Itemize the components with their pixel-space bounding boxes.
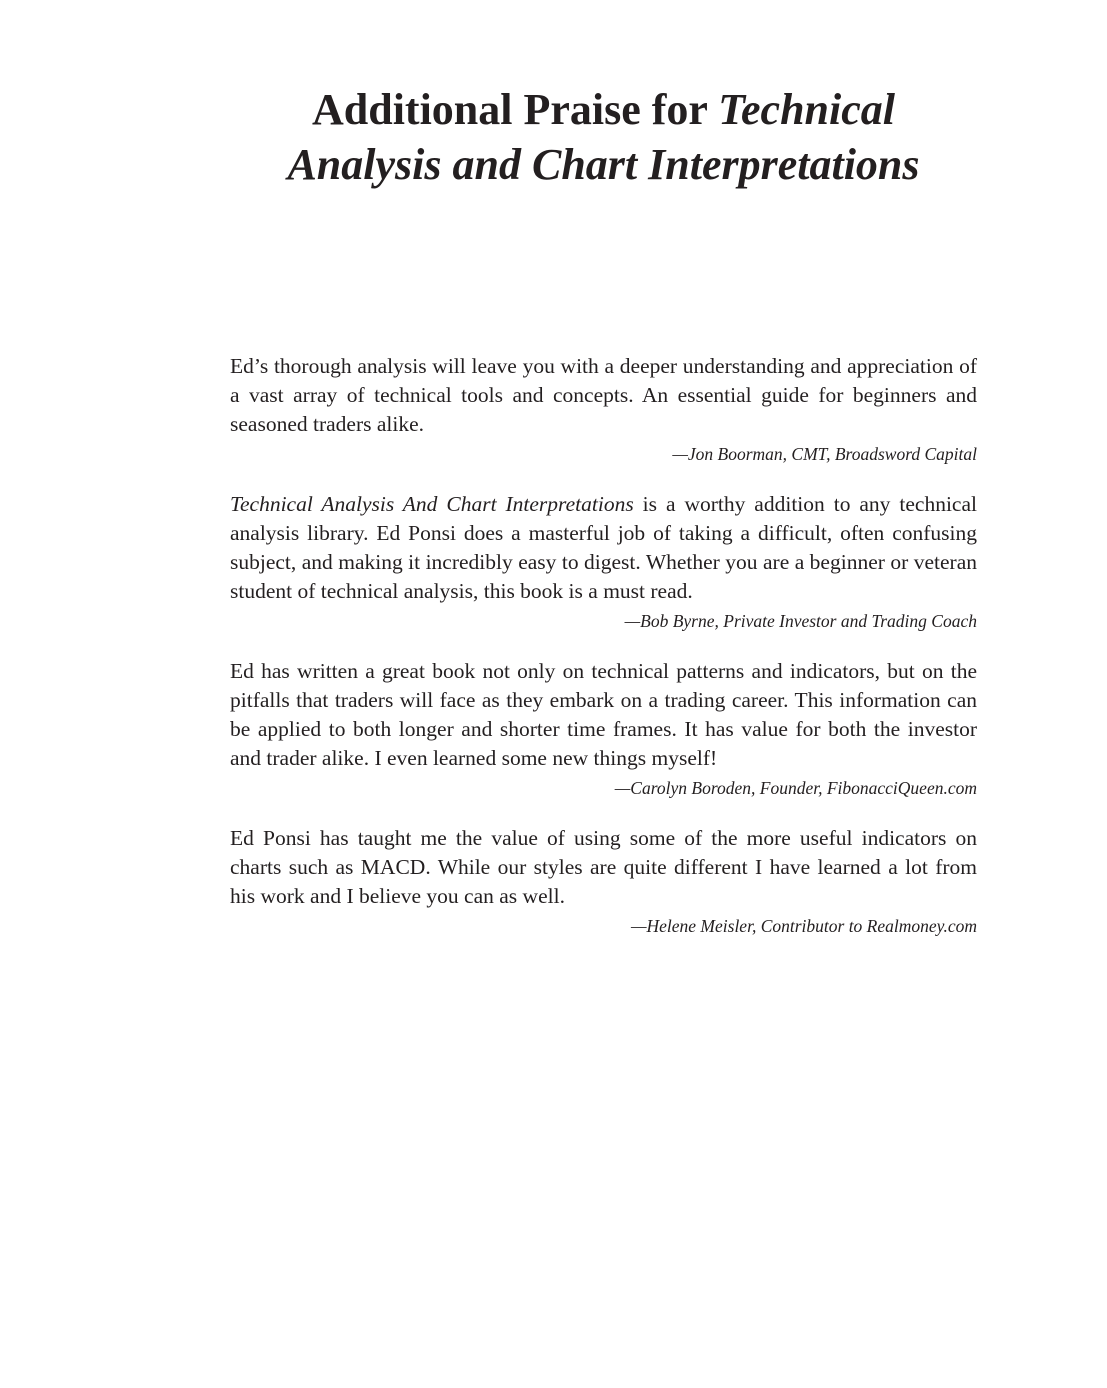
praise-attribution: —Bob Byrne, Private Investor and Trading Coach [624,611,977,631]
praise-quote-text: is a worthy addition to any technical analysis library. Ed Ponsi does a masterful job of taking a difficult, often confusing subject, and making it incredibly easy to digest. Whether you are a beginner or veteran student of technical analysis, this book is a must read. [230,492,977,603]
praise-quote: Ed Ponsi has taught me the value of using some of the more useful indicators on charts such as MACD. While our styles are quite different I have learned a lot from his work and I believe you can as well. [230,826,977,908]
praise-quote [230,490,977,606]
page-title [200,82,1007,192]
praise-item-bob-byrne [230,490,977,636]
praise-item-carolyn-boroden [230,657,977,803]
praise-item-helene-meisler [230,824,977,941]
praise-list [230,352,977,962]
praise-quote-book-title: Technical Analysis And Chart Interpretations [230,492,634,516]
praise-quote: Ed’s thorough analysis will leave you with a deeper understanding and appreciation of a vast array of technical tools and concepts. An essential guide for beginners and seasoned traders alike. [230,354,977,436]
praise-quote: Ed has written a great book not only on technical patterns and indicators, but on the pitfalls that traders will face as they embark on a trading career. This information can be applied to both longer and shorter time frames. It has value for both the investor and trader alike. I even learned some new things myself! [230,659,977,770]
title-book-name-part1: Technical [718,85,895,134]
praise-attribution: —Jon Boorman, CMT, Broadsword Capital [672,444,977,464]
praise-attribution: —Helene Meisler, Contributor to Realmoney.com [630,916,977,936]
praise-attribution: —Carolyn Boroden, Founder, FibonacciQueen.com [614,778,977,798]
praise-item-jon-boorman [230,352,977,469]
title-book-name-part2: Analysis and Chart Interpretations [287,140,920,189]
title-lead: Additional Praise for [311,85,708,134]
